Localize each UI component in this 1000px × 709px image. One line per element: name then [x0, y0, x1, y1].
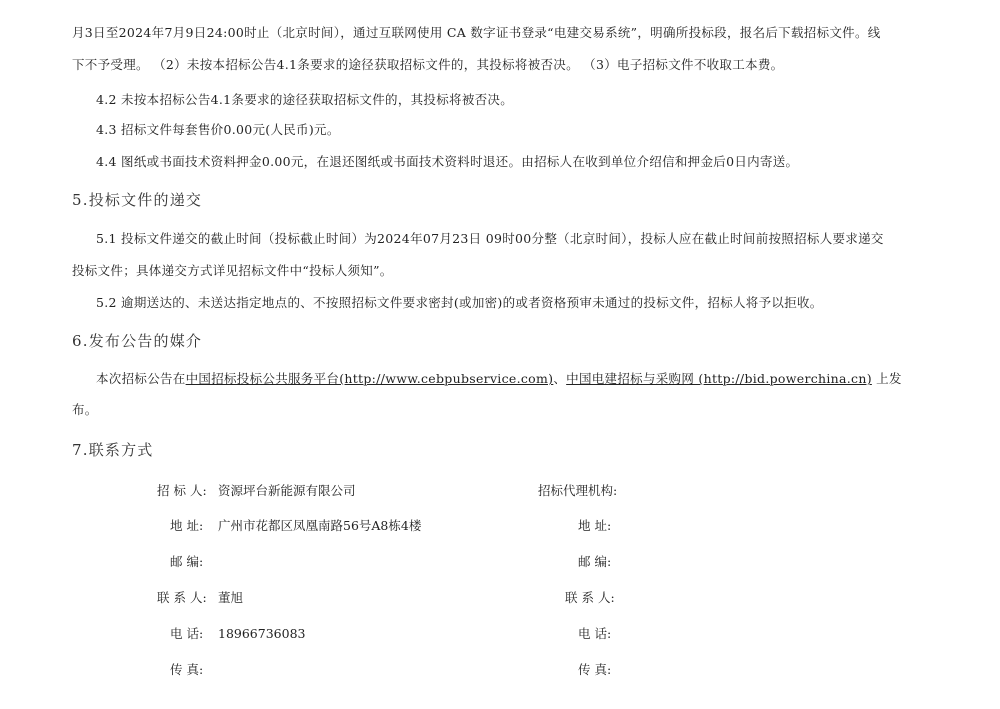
item-4-4: 4.4 图纸或书面技术资料押金0.00元，在退还图纸或书面技术资料时退还。由招标人在收到单位介绍信和押金后0日内寄送。 — [96, 154, 799, 169]
agency-label: 招标代理机构: — [538, 483, 618, 498]
section6-prefix: 本次招标公告在 — [96, 371, 186, 386]
tenderer-fax-label: 传 真: — [170, 662, 204, 677]
section4-paragraph-line2: 下不予受理。 （2）未按本招标公告4.1条要求的途径获取招标文件的，其投标将被否决。 （3）电子招标文件不收取工本费。 — [72, 57, 784, 72]
section6-suffix: 上发 — [871, 371, 902, 386]
section6-paragraph-line1 — [96, 370, 902, 388]
section7-heading: 7.联系方式 — [72, 441, 154, 459]
item-5-1-line1: 5.1 投标文件递交的截止时间（投标截止时间）为2024年07月23日 09时00分整（北京时间），投标人应在截止时间前按照招标人要求递交 — [96, 231, 884, 246]
item-4-3: 4.3 招标文件每套售价0.00元(人民币)元。 — [96, 122, 340, 137]
section5-heading: 5.投标文件的递交 — [72, 191, 203, 209]
agency-postcode-label: 邮 编: — [578, 554, 612, 569]
item-5-1-line2: 投标文件；具体递交方式详见招标文件中“投标人须知”。 — [72, 263, 393, 278]
section6-separator: 、 — [553, 371, 567, 386]
section4-paragraph-line1: 月3日至2024年7月9日24:00时止（北京时间），通过互联网使用 CA 数字证书登录“电建交易系统”，明确所投标段，报名后下载招标文件。线 — [72, 25, 881, 40]
tenderer-phone-label: 电 话: — [170, 626, 204, 641]
tenderer-contact-value: 董旭 — [218, 590, 244, 605]
tenderer-phone-value: 18966736083 — [218, 626, 306, 641]
tenderer-contact-label: 联 系 人: — [157, 590, 207, 605]
cebpubservice-link[interactable]: 中国招标投标公共服务平台(http://www.cebpubservice.com) — [185, 371, 554, 386]
tenderer-postcode-label: 邮 编: — [170, 554, 204, 569]
section6-paragraph-line2: 布。 — [72, 402, 98, 417]
agency-phone-label: 电 话: — [578, 626, 612, 641]
agency-fax-label: 传 真: — [578, 662, 612, 677]
powerchina-bid-link[interactable]: 中国电建招标与采购网 (http://bid.powerchina.cn) — [566, 371, 872, 386]
tenderer-address-value: 广州市花都区凤凰南路56号A8栋4楼 — [218, 518, 422, 533]
tenderer-address-label: 地 址: — [170, 518, 204, 533]
agency-address-label: 地 址: — [578, 518, 612, 533]
tenderer-value: 资源坪台新能源有限公司 — [218, 483, 356, 498]
item-4-2: 4.2 未按本招标公告4.1条要求的途径获取招标文件的，其投标将被否决。 — [96, 92, 514, 107]
agency-contact-label: 联 系 人: — [565, 590, 615, 605]
item-5-2: 5.2 逾期送达的、未送达指定地点的、不按照招标文件要求密封(或加密)的或者资格预审未通过的投标文件，招标人将予以拒收。 — [96, 295, 823, 310]
tenderer-label: 招 标 人: — [157, 483, 207, 498]
section6-heading: 6.发布公告的媒介 — [72, 332, 203, 350]
